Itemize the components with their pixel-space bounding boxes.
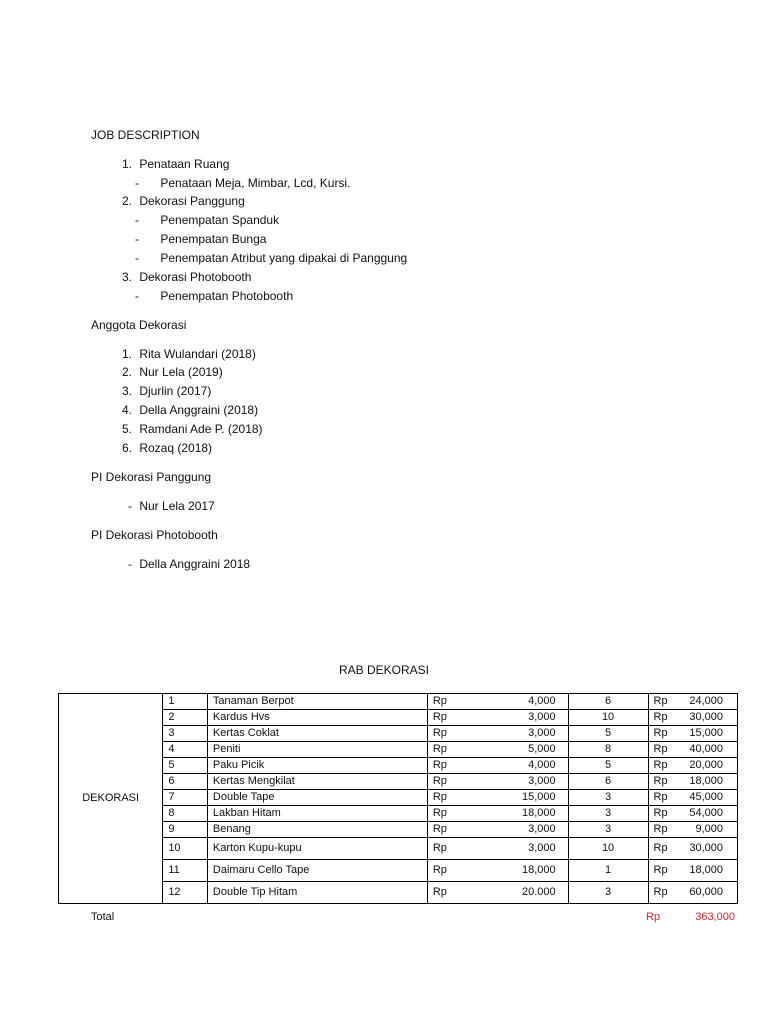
job-number: 3.: [121, 270, 132, 284]
item-qty: 10: [568, 838, 648, 860]
currency: Rp: [648, 838, 684, 860]
dash-bullet: -: [135, 251, 139, 265]
pi-panggung-name: Nur Lela 2017: [139, 499, 215, 513]
item-number: 7: [163, 790, 208, 806]
dash-bullet: -: [128, 499, 132, 513]
item-name: Paku Picik: [207, 758, 427, 774]
pi-panggung-item: [112, 499, 215, 513]
job-subitem-label: Penempatan Atribut yang dipakai di Panggung: [160, 251, 408, 265]
member-name: Della Anggraini (2018): [139, 403, 259, 417]
currency: Rp: [427, 742, 493, 758]
item-qty: 6: [568, 774, 648, 790]
item-name: Kertas Coklat: [207, 726, 427, 742]
item-name: Peniti: [207, 742, 427, 758]
member-number: 3.: [121, 384, 132, 398]
job-subitem-label: Penataan Meja, Mimbar, Lcd, Kursi.: [160, 176, 351, 190]
anggota-title: Anggota Dekorasi: [91, 318, 187, 332]
currency: Rp: [648, 822, 684, 838]
dash-bullet: -: [135, 176, 139, 190]
item-name: Double Tip Hitam: [207, 882, 427, 904]
currency: Rp: [648, 742, 684, 758]
job-subitem: [135, 289, 293, 303]
member-number: 2.: [121, 365, 132, 379]
job-number: 1.: [121, 157, 132, 171]
item-qty: 6: [568, 694, 648, 710]
item-price: 3,000: [493, 726, 568, 742]
job-label: Dekorasi Panggung: [139, 194, 245, 208]
item-qty: 5: [568, 726, 648, 742]
member-number: 4.: [121, 403, 132, 417]
job-subitem: [135, 176, 350, 190]
currency: Rp: [427, 860, 493, 882]
currency: Rp: [648, 790, 684, 806]
member-name: Rozaq (2018): [139, 441, 213, 455]
item-number: 9: [163, 822, 208, 838]
item-number: 2: [163, 710, 208, 726]
currency: Rp: [648, 710, 684, 726]
currency: Rp: [427, 710, 493, 726]
pi-photobooth-item: [112, 557, 250, 571]
item-number: 5: [163, 758, 208, 774]
item-name: Karton Kupu-kupu: [207, 838, 427, 860]
item-subtotal: 24,000: [684, 694, 737, 710]
item-subtotal: 54,000: [684, 806, 737, 822]
item-name: Tanaman Berpot: [207, 694, 427, 710]
pi-photobooth-title: PI Dekorasi Photobooth: [91, 528, 218, 542]
currency: Rp: [648, 860, 684, 882]
item-subtotal: 20,000: [684, 758, 737, 774]
item-price: 18,000: [493, 860, 568, 882]
item-qty: 10: [568, 710, 648, 726]
total-currency: Rp: [646, 911, 661, 923]
job-number: 2.: [121, 194, 132, 208]
total-value: 363,000: [695, 911, 735, 923]
item-subtotal: 9,000: [684, 822, 737, 838]
job-subitem-label: Penempatan Photobooth: [160, 289, 294, 303]
item-subtotal: 18,000: [684, 860, 737, 882]
job-item: [112, 270, 251, 284]
table-row: [59, 694, 738, 710]
member-name: Ramdani Ade P. (2018): [139, 422, 263, 436]
job-description-title: JOB DESCRIPTION: [91, 128, 200, 142]
item-qty: 3: [568, 790, 648, 806]
job-subitem: [135, 232, 266, 246]
item-number: 4: [163, 742, 208, 758]
job-subitem-label: Penempatan Bunga: [160, 232, 267, 246]
currency: Rp: [427, 774, 493, 790]
rab-table: [58, 693, 738, 904]
currency: Rp: [427, 806, 493, 822]
item-price: 4,000: [493, 694, 568, 710]
item-qty: 3: [568, 882, 648, 904]
member-item: [112, 347, 256, 361]
item-subtotal: 18,000: [684, 774, 737, 790]
currency: Rp: [427, 758, 493, 774]
item-qty: 3: [568, 822, 648, 838]
item-price: 18,000: [493, 806, 568, 822]
job-subitem: [135, 213, 279, 227]
job-subitem: [135, 251, 407, 265]
currency: Rp: [648, 774, 684, 790]
rab-title: RAB DEKORASI: [338, 663, 430, 677]
currency: Rp: [427, 838, 493, 860]
item-qty: 8: [568, 742, 648, 758]
item-qty: 5: [568, 758, 648, 774]
item-price: 3,000: [493, 822, 568, 838]
item-qty: 1: [568, 860, 648, 882]
item-subtotal: 60,000: [684, 882, 737, 904]
item-price: 3,000: [493, 774, 568, 790]
currency: Rp: [427, 694, 493, 710]
job-label: Dekorasi Photobooth: [139, 270, 252, 284]
item-number: 11: [163, 860, 208, 882]
member-item: [112, 365, 223, 379]
job-label: Penataan Ruang: [139, 157, 230, 171]
currency: Rp: [427, 790, 493, 806]
member-number: 6.: [121, 441, 132, 455]
pi-panggung-title: PI Dekorasi Panggung: [91, 470, 212, 484]
job-item: [112, 194, 245, 208]
item-subtotal: 45,000: [684, 790, 737, 806]
item-name: Benang: [207, 822, 427, 838]
total-label: Total: [91, 911, 115, 923]
item-number: 3: [163, 726, 208, 742]
item-number: 10: [163, 838, 208, 860]
item-name: Kertas Mengkilat: [207, 774, 427, 790]
item-price: 3,000: [493, 838, 568, 860]
item-price: 5,000: [493, 742, 568, 758]
member-number: 1.: [121, 347, 132, 361]
item-subtotal: 40,000: [684, 742, 737, 758]
item-name: Double Tape: [207, 790, 427, 806]
item-subtotal: 15,000: [684, 726, 737, 742]
member-item: [112, 384, 211, 398]
item-subtotal: 30,000: [684, 838, 737, 860]
rab-category: DEKORASI: [59, 694, 163, 904]
member-name: Rita Wulandari (2018): [139, 347, 256, 361]
item-number: 1: [163, 694, 208, 710]
currency: Rp: [427, 822, 493, 838]
item-name: Lakban Hitam: [207, 806, 427, 822]
currency: Rp: [648, 694, 684, 710]
item-name: Kardus Hvs: [207, 710, 427, 726]
currency: Rp: [427, 726, 493, 742]
job-subitem-label: Penempatan Spanduk: [160, 213, 280, 227]
item-qty: 3: [568, 806, 648, 822]
member-number: 5.: [121, 422, 132, 436]
dash-bullet: -: [135, 213, 139, 227]
member-item: [112, 403, 258, 417]
item-number: 8: [163, 806, 208, 822]
item-subtotal: 30,000: [684, 710, 737, 726]
currency: Rp: [648, 726, 684, 742]
item-price: 15,000: [493, 790, 568, 806]
dash-bullet: -: [128, 557, 132, 571]
currency: Rp: [648, 806, 684, 822]
item-price: 20.000: [493, 882, 568, 904]
item-name: Daimaru Cello Tape: [207, 860, 427, 882]
member-item: [112, 422, 263, 436]
job-item: [112, 157, 229, 171]
member-name: Nur Lela (2019): [139, 365, 223, 379]
item-number: 12: [163, 882, 208, 904]
currency: Rp: [648, 882, 684, 904]
member-item: [112, 441, 212, 455]
dash-bullet: -: [135, 232, 139, 246]
item-number: 6: [163, 774, 208, 790]
pi-photobooth-name: Della Anggraini 2018: [139, 557, 251, 571]
dash-bullet: -: [135, 289, 139, 303]
member-name: Djurlin (2017): [139, 384, 212, 398]
item-price: 4,000: [493, 758, 568, 774]
item-price: 3,000: [493, 710, 568, 726]
currency: Rp: [427, 882, 493, 904]
currency: Rp: [648, 758, 684, 774]
